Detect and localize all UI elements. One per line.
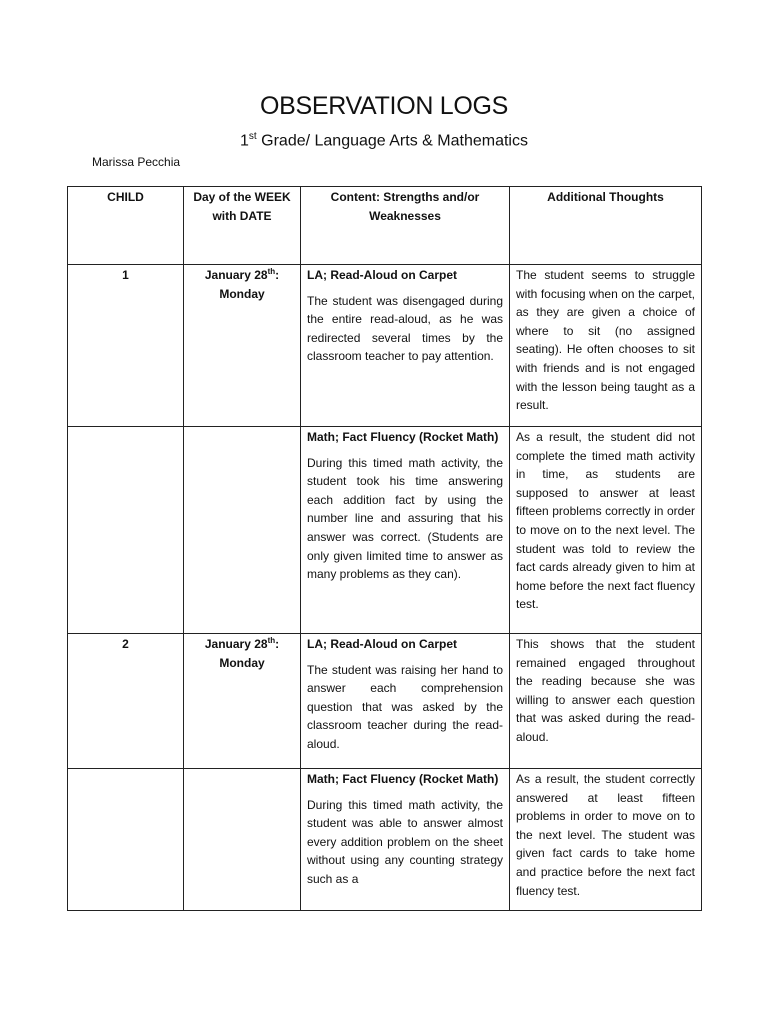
header-content — [301, 187, 510, 265]
header-content-line2: Weaknesses — [369, 208, 441, 223]
table-row — [68, 265, 702, 427]
day-date-main: January 28 — [204, 268, 268, 282]
day-date-colon: : — [275, 637, 280, 651]
child-number — [68, 769, 183, 770]
child-cell — [68, 427, 184, 634]
thoughts-cell — [510, 769, 702, 911]
header-child: CHILD — [68, 187, 184, 265]
document-title: OBSERVATION LOGS — [259, 92, 509, 120]
child-number: 1 — [122, 268, 129, 282]
thoughts-text: As a result, the student correctly answered at least fifteen problems in order to move on to the next level. The student was given fact cards to take home and practice before the next fact fluency test. — [516, 772, 695, 898]
day-date — [184, 769, 300, 770]
child-cell — [68, 634, 184, 769]
content-cell — [301, 769, 510, 911]
thoughts-cell — [510, 634, 702, 769]
day-date — [184, 427, 300, 428]
header-additional-thoughts: Additional Thoughts — [510, 187, 702, 265]
content-heading: Math; Fact Fluency (Rocket Math) — [307, 430, 499, 444]
child-number — [68, 427, 183, 428]
content-text: The student was raising her hand to answer each comprehension question that was asked by the classroom teacher during the read-aloud. — [307, 662, 503, 751]
table-header-row — [68, 187, 702, 265]
day-name: Monday — [219, 655, 265, 670]
day-date-ordinal: th — [267, 636, 276, 645]
header-day-line2: with DATE — [212, 208, 272, 223]
day-date-ordinal: th — [267, 267, 276, 276]
content-heading: LA; Read-Aloud on Carpet — [307, 268, 457, 282]
subtitle-subjects: Grade/ Language Arts & Mathematics — [256, 132, 528, 150]
day-date — [184, 265, 300, 303]
thoughts-text: As a result, the student did not complete the timed math activity in time, as students are supposed to answer at least fifteen problems correctly in order to move on to the next level. The student was told to review the fact cards already given to him at home before the next fact fluency test. — [516, 430, 695, 612]
table-row — [68, 427, 702, 634]
thoughts-text: This shows that the student remained engaged throughout the reading because she was willing to answer each question that was asked during the read-aloud. — [516, 637, 695, 744]
content-text: The student was disengaged during the entire read-aloud, as he was redirected several times by the classroom teacher to pay attention. — [307, 293, 503, 364]
observation-table — [67, 186, 702, 911]
content-text: During this timed math activity, the student was able to answer almost every addition problem on the sheet without using any counting strategy such as a — [307, 797, 503, 886]
day-date-colon: : — [275, 268, 280, 282]
document-subtitle — [0, 131, 768, 150]
header-day-date — [184, 187, 301, 265]
thoughts-cell — [510, 427, 702, 634]
day-name: Monday — [219, 286, 265, 301]
subtitle-grade-number: 1 — [240, 132, 249, 150]
content-cell — [301, 634, 510, 769]
header-content-line1: Content: Strengths and/or — [330, 190, 480, 204]
day-cell — [184, 427, 301, 634]
subtitle-grade-ordinal: st — [248, 131, 257, 142]
child-number: 2 — [122, 637, 129, 651]
day-date-main: January 28 — [204, 637, 268, 651]
thoughts-cell — [510, 265, 702, 427]
day-date — [184, 634, 300, 672]
day-cell — [184, 634, 301, 769]
content-text: During this timed math activity, the student took his time answering each addition fact by using the number line and assuring that his answer was correct. (Students are only given limited time to answer as many problems as they can). — [307, 455, 503, 582]
thoughts-text: The student seems to struggle with focusing when on the carpet, as they are given a choice of where to sit (no assigned seating). He often chooses to sit with friends and is not engaged with the lesson being taught as a result. — [516, 268, 695, 413]
table-row — [68, 769, 702, 911]
header-day-line1: Day of the WEEK — [193, 190, 291, 204]
day-cell — [184, 265, 301, 427]
child-cell — [68, 769, 184, 911]
day-cell — [184, 769, 301, 911]
content-heading: LA; Read-Aloud on Carpet — [307, 637, 457, 651]
content-heading: Math; Fact Fluency (Rocket Math) — [307, 772, 499, 786]
content-cell — [301, 265, 510, 427]
author-name: Marissa Pecchia — [92, 155, 181, 169]
child-cell — [68, 265, 184, 427]
table-row — [68, 634, 702, 769]
content-cell — [301, 427, 510, 634]
